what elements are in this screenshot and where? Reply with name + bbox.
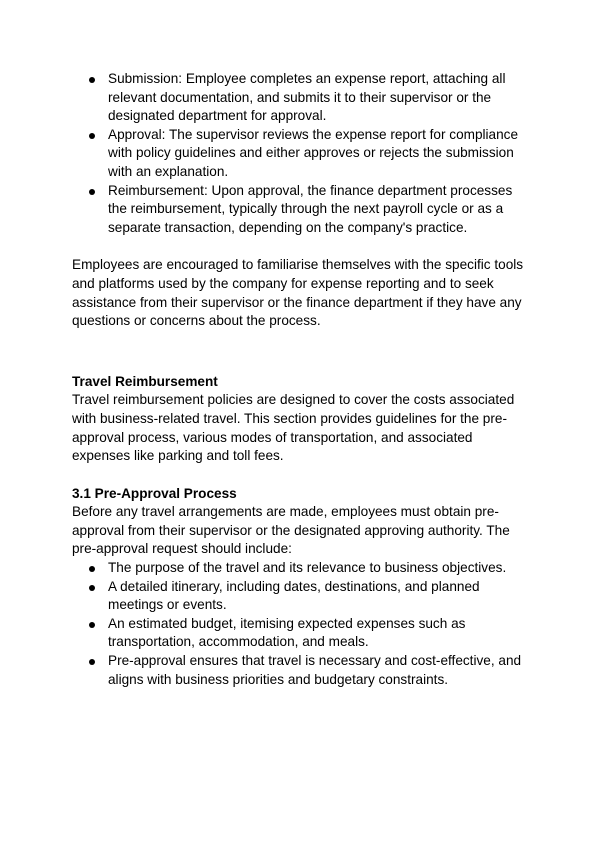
bullet-icon <box>89 133 95 139</box>
list-item-text: Submission: Employee completes an expense report, attaching all relevant documentation, and submits it to their supervisor or the designated department for approval. <box>108 71 506 124</box>
bullet-icon <box>89 659 95 665</box>
section-heading-travel: Travel Reimbursement <box>72 373 218 389</box>
travel-intro-paragraph: Travel reimbursement policies are designed to cover the costs associated with business-related travel. This section provides guidelines for the pre-approval process, various modes of transportation, and associated expenses like parking and toll fees. <box>72 392 515 464</box>
bullet-icon <box>89 585 95 591</box>
list-item <box>72 182 527 238</box>
list-item <box>72 70 527 126</box>
preapproval-requirements-list <box>72 559 527 689</box>
list-item <box>72 652 527 689</box>
list-item <box>72 126 527 182</box>
bullet-icon <box>89 189 95 195</box>
list-item-text: The purpose of the travel and its relevance to business objectives. <box>108 560 507 576</box>
list-item-text: Pre-approval ensures that travel is necessary and cost-effective, and aligns with business priorities and budgetary constraints. <box>108 653 522 687</box>
list-item-text: A detailed itinerary, including dates, destinations, and planned meetings or events. <box>108 578 480 613</box>
bullet-icon <box>89 566 95 572</box>
list-item <box>72 578 527 615</box>
bullet-icon <box>89 622 95 628</box>
list-item-text: Reimbursement: Upon approval, the finance department processes the reimbursement, typically through the next payroll cycle or as a separate transaction, depending on the company's practice. <box>108 182 513 235</box>
list-item <box>72 559 527 578</box>
bullet-icon <box>89 77 95 83</box>
process-steps-list <box>72 70 527 237</box>
page-content <box>72 70 527 689</box>
section-heading-preapproval: 3.1 Pre-Approval Process <box>72 485 237 501</box>
preapproval-intro-paragraph: Before any travel arrangements are made, employees must obtain pre-approval from their supervisor or the designated approving authority. The pre-approval request should include: <box>72 504 510 557</box>
list-item-text: An estimated budget, itemising expected expenses such as transportation, accommodation, and meals. <box>108 615 466 650</box>
list-item <box>72 615 527 652</box>
list-item-text: Approval: The supervisor reviews the expense report for compliance with policy guidelines and either approves or rejects the submission with an explanation. <box>108 126 519 179</box>
employees-paragraph: Employees are encouraged to familiarise themselves with the specific tools and platforms used by the company for expense reporting and to seek assistance from their supervisor or the finance department if they have any questions or concerns about the process. <box>72 257 524 329</box>
